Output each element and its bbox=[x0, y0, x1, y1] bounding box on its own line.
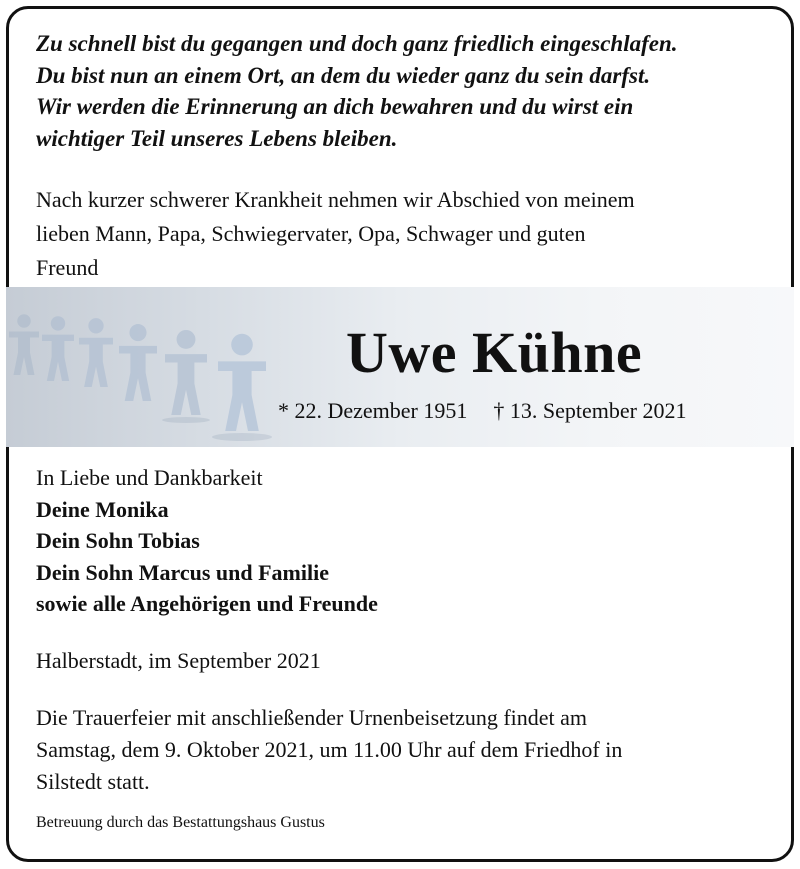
verse-line: wichtiger Teil unseres Lebens bleiben. bbox=[36, 125, 398, 151]
verse-line: Wir werden die Erinnerung an dich bewahren und du wirst ein bbox=[36, 94, 634, 119]
mourner-name: Dein Sohn Marcus und Familie bbox=[36, 559, 329, 585]
intro-line: Nach kurzer schwerer Krankheit nehmen wir Abschied von meinem bbox=[36, 187, 635, 212]
death-date: † 13. September 2021 bbox=[493, 398, 687, 423]
place-and-date: Halberstadt, im September 2021 bbox=[36, 648, 321, 673]
ceremony-line: Samstag, dem 9. Oktober 2021, um 11.00 Uhr auf dem Friedhof in bbox=[36, 737, 623, 762]
ceremony-info bbox=[36, 702, 622, 798]
verse-line: Zu schnell bist du gegangen und doch ganz friedlich eingeschlafen. bbox=[36, 31, 678, 56]
memorial-verse bbox=[36, 28, 678, 154]
farewell-intro bbox=[36, 183, 635, 285]
birth-date: * 22. Dezember 1951 bbox=[278, 398, 468, 423]
life-dates bbox=[278, 396, 686, 426]
deceased-name: Uwe Kühne bbox=[346, 320, 643, 385]
intro-line: Freund bbox=[36, 255, 99, 280]
ceremony-line: Die Trauerfeier mit anschließender Urnenbeisetzung findet am bbox=[36, 705, 588, 730]
verse-line: Du bist nun an einem Ort, an dem du wieder ganz du sein darfst. bbox=[36, 62, 651, 88]
mourner-name: Dein Sohn Tobias bbox=[36, 528, 200, 553]
signature-intro: In Liebe und Dankbarkeit bbox=[36, 465, 263, 490]
mourner-name: sowie alle Angehörigen und Freunde bbox=[36, 591, 378, 616]
funeral-home-credit: Betreuung durch das Bestattungshaus Gustus bbox=[36, 814, 325, 831]
paper-chain-people-icon bbox=[6, 287, 306, 447]
mourner-name: Deine Monika bbox=[36, 496, 169, 522]
mourners-signature bbox=[36, 462, 378, 620]
ceremony-line: Silstedt statt. bbox=[36, 769, 150, 794]
intro-line: lieben Mann, Papa, Schwiegervater, Opa, Schwager und guten bbox=[36, 221, 586, 246]
